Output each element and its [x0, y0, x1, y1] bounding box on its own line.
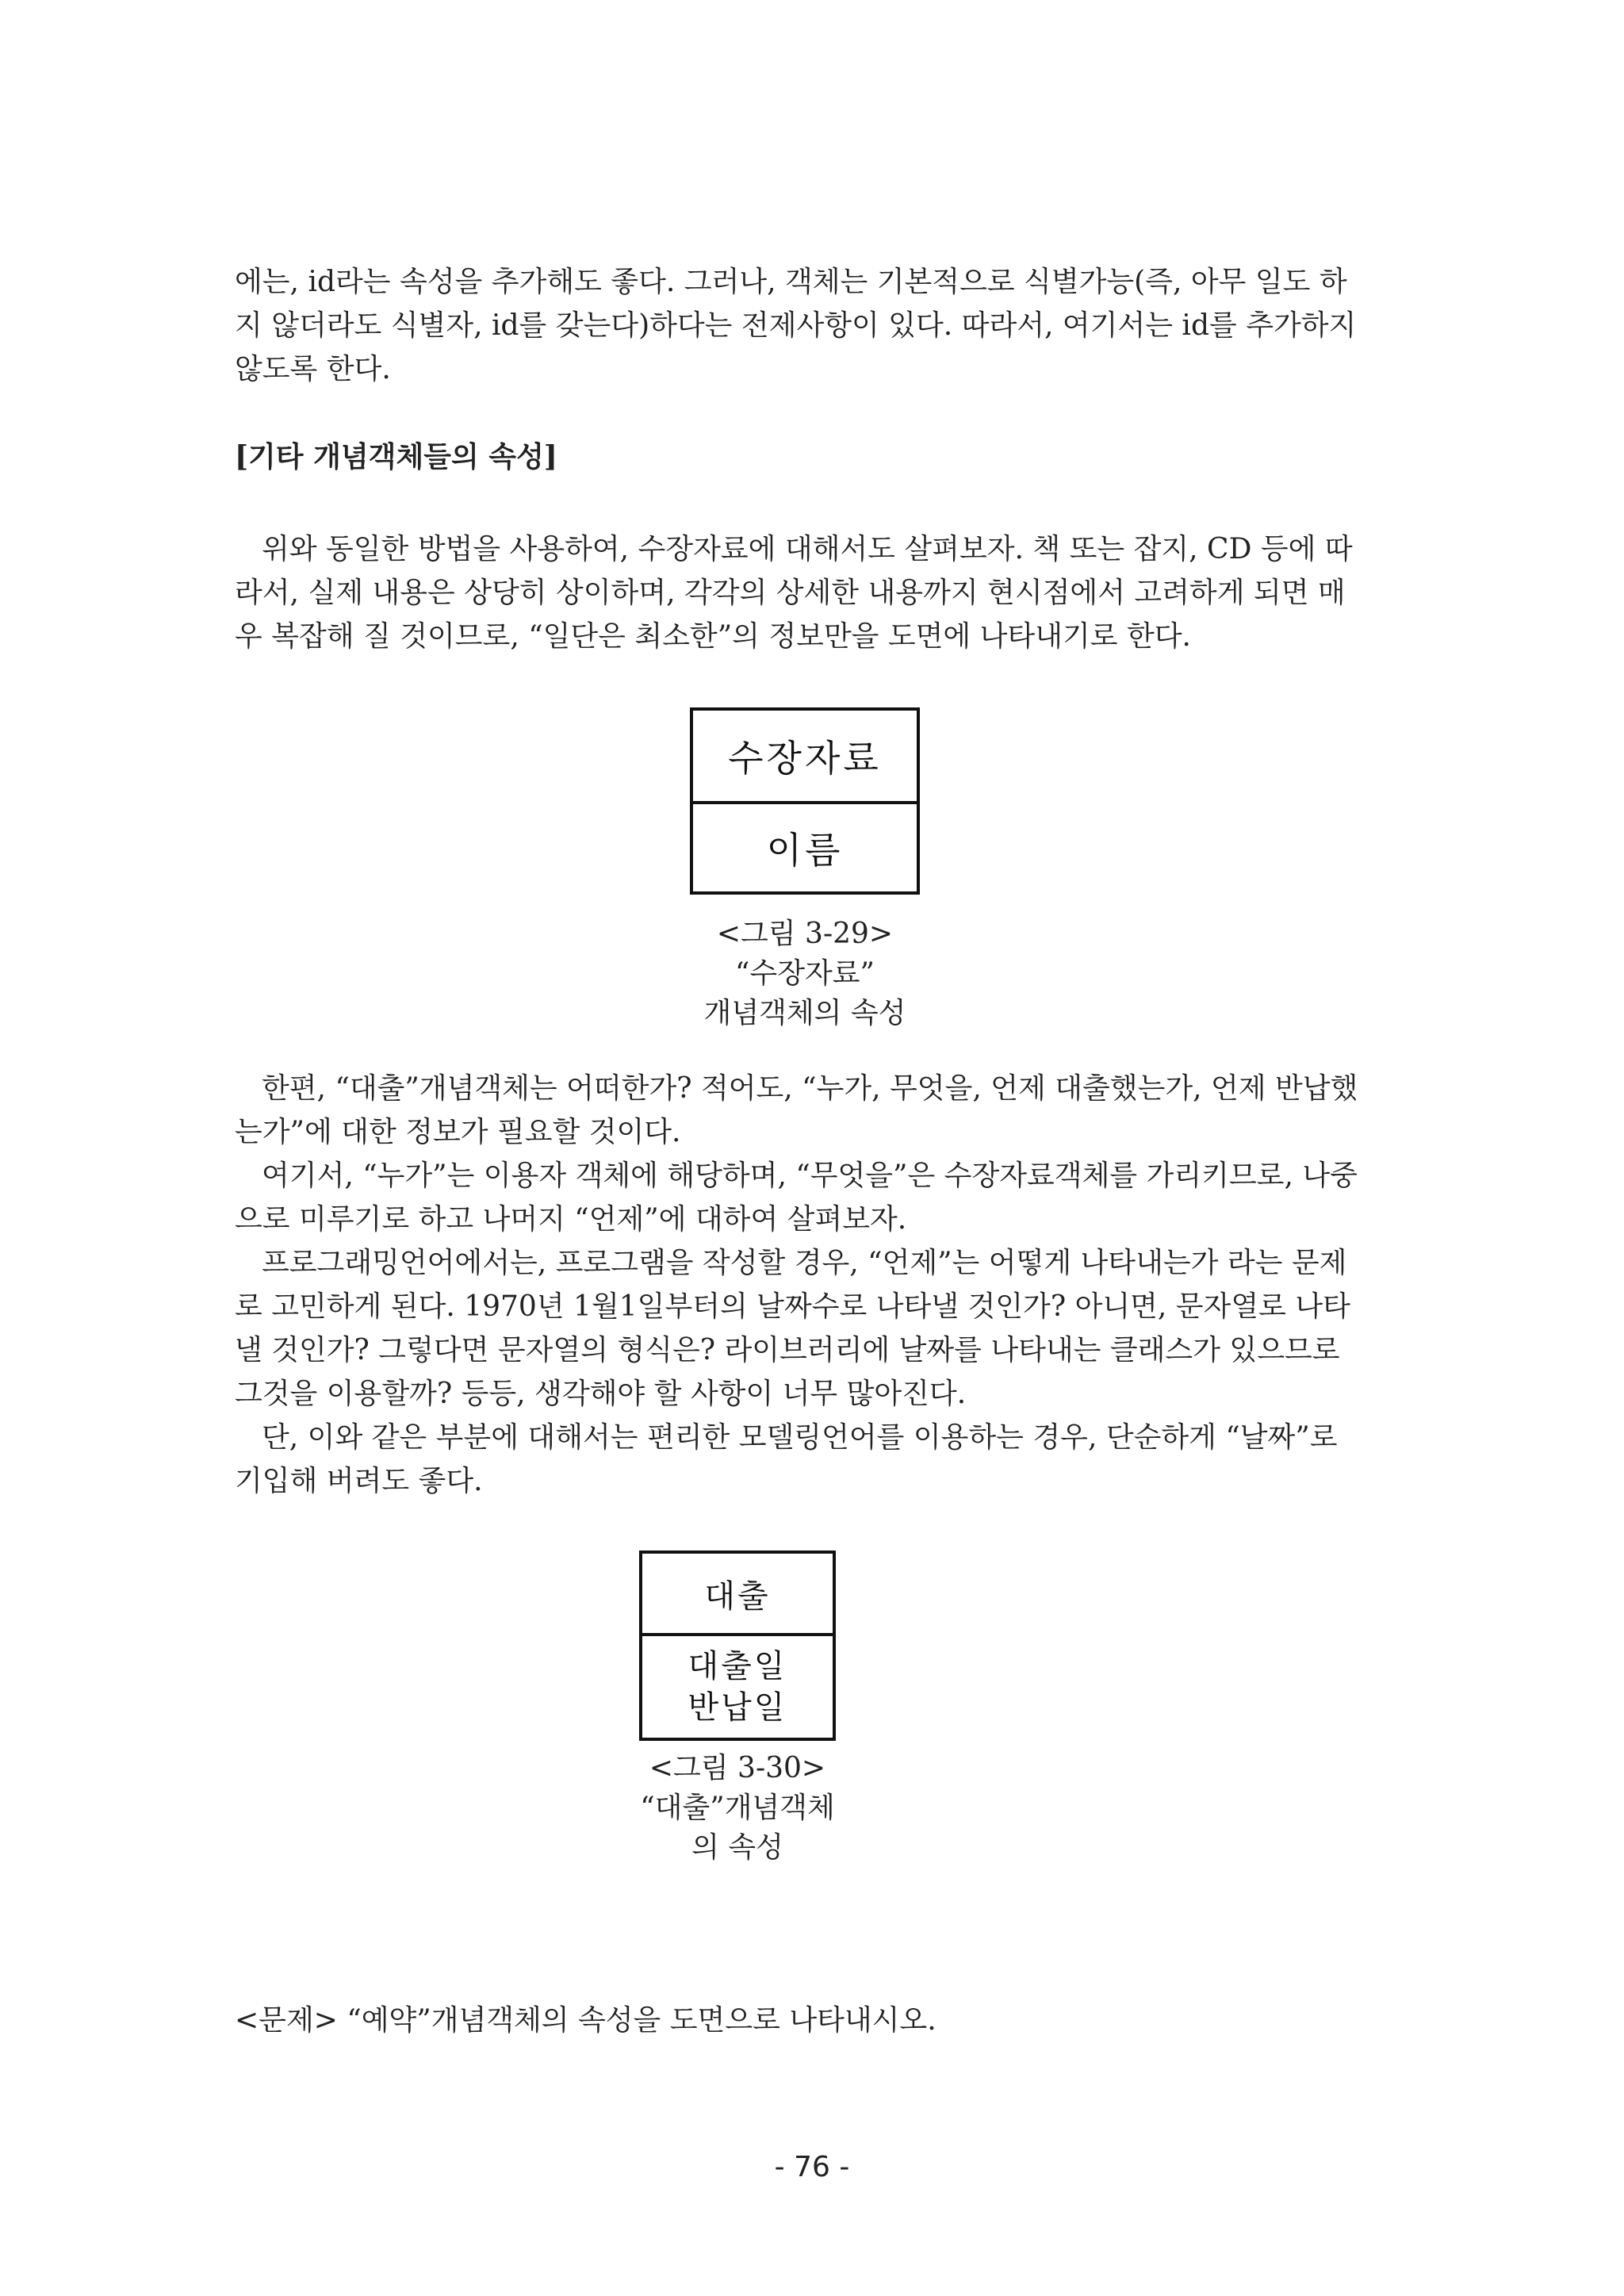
text-line: 지 않더라도 식별자, id를 갖는다)하다는 전제사항이 있다. 따라서, 여기서는 id를 추가하지: [235, 309, 1357, 342]
caption-line: <그림 3-30>: [649, 1752, 826, 1784]
figure-caption-3-29: [646, 914, 963, 1033]
text-line: 그것을 이용할까? 등등, 생각해야 할 사항이 너무 많아진다.: [235, 1378, 967, 1410]
class-attribute: 대출일: [688, 1648, 787, 1685]
text-line: 않도록 한다.: [235, 353, 391, 385]
caption-line: 개념객체의 속성: [703, 997, 906, 1029]
holding-paragraph: [235, 527, 1392, 658]
text-line: 여기서, “누가”는 이용자 객체에 해당하며, “무엇을”은 수장자료객체를 가리키므로, 나중: [262, 1159, 1358, 1192]
exercise-question: [235, 1999, 1392, 2042]
text-line: 단, 이와 같은 부분에 대해서는 편리한 모델링언어를 이용하는 경우, 단순하게 “날짜”로: [262, 1421, 1338, 1454]
text-line: 기입해 버려도 좋다.: [235, 1465, 483, 1497]
class-attributes: [642, 1633, 833, 1738]
text-line: 프로그래밍언어에서는, 프로그램을 작성할 경우, “언제”는 어떻게 나타내는가 라는 문제: [262, 1247, 1347, 1279]
class-attribute: 이름: [693, 801, 917, 891]
caption-line: 의 속성: [691, 1831, 783, 1864]
text-line: <문제> “예약”개념객체의 속성을 도면으로 나타내시오.: [235, 2004, 936, 2037]
class-attribute: 반납일: [688, 1689, 787, 1726]
loan-paragraph: [235, 1067, 1392, 1503]
class-diagram-holding: [690, 707, 920, 895]
class-diagram-loan: [639, 1550, 836, 1741]
class-name: 대출: [704, 1577, 771, 1615]
text-line: 에는, id라는 속성을 추가해도 좋다. 그러나, 객체는 기본적으로 식별가능(즉, 아무 일도 하: [235, 266, 1347, 298]
class-name: 수장자료: [728, 737, 882, 780]
caption-line: <그림 3-29>: [716, 918, 894, 950]
text-line: 위와 동일한 방법을 사용하여, 수장자료에 대해서도 살펴보자. 책 또는 잡지, CD 등에 따: [262, 533, 1353, 565]
text-line: 라서, 실제 내용은 상당히 상이하며, 각각의 상세한 내용까지 현시점에서 고려하게 되면 매: [235, 577, 1346, 609]
caption-line: “대출”개념객체: [640, 1792, 835, 1824]
text-line: 는가”에 대한 정보가 필요할 것이다.: [235, 1116, 681, 1148]
text-line: 로 고민하게 된다. 1970년 1월1일부터의 날짜수로 나타낼 것인가? 아니면, 문자열로 나타: [235, 1290, 1350, 1323]
text-line: 낼 것인가? 그렇다면 문자열의 형식은? 라이브러리에 날짜를 나타내는 클래스가 있으므로: [235, 1334, 1340, 1366]
page-number: - 76 -: [774, 2151, 850, 2183]
section-heading: [기타 개념객체들의 속성]: [235, 440, 557, 473]
text-line: 으로 미루기로 하고 나머지 “언제”에 대하여 살펴보자.: [235, 1203, 907, 1236]
intro-paragraph: [235, 260, 1392, 391]
text-line: 한편, “대출”개념객체는 어떠한가? 적어도, “누가, 무엇을, 언제 대출했는가, 언제 반납했: [262, 1072, 1358, 1105]
figure-caption-3-30: [579, 1749, 896, 1868]
caption-line: “수장자료”: [735, 957, 875, 990]
text-line: 우 복잡해 질 것이므로, “일단은 최소한”의 정보만을 도면에 나타내기로 한다.: [235, 620, 1191, 653]
